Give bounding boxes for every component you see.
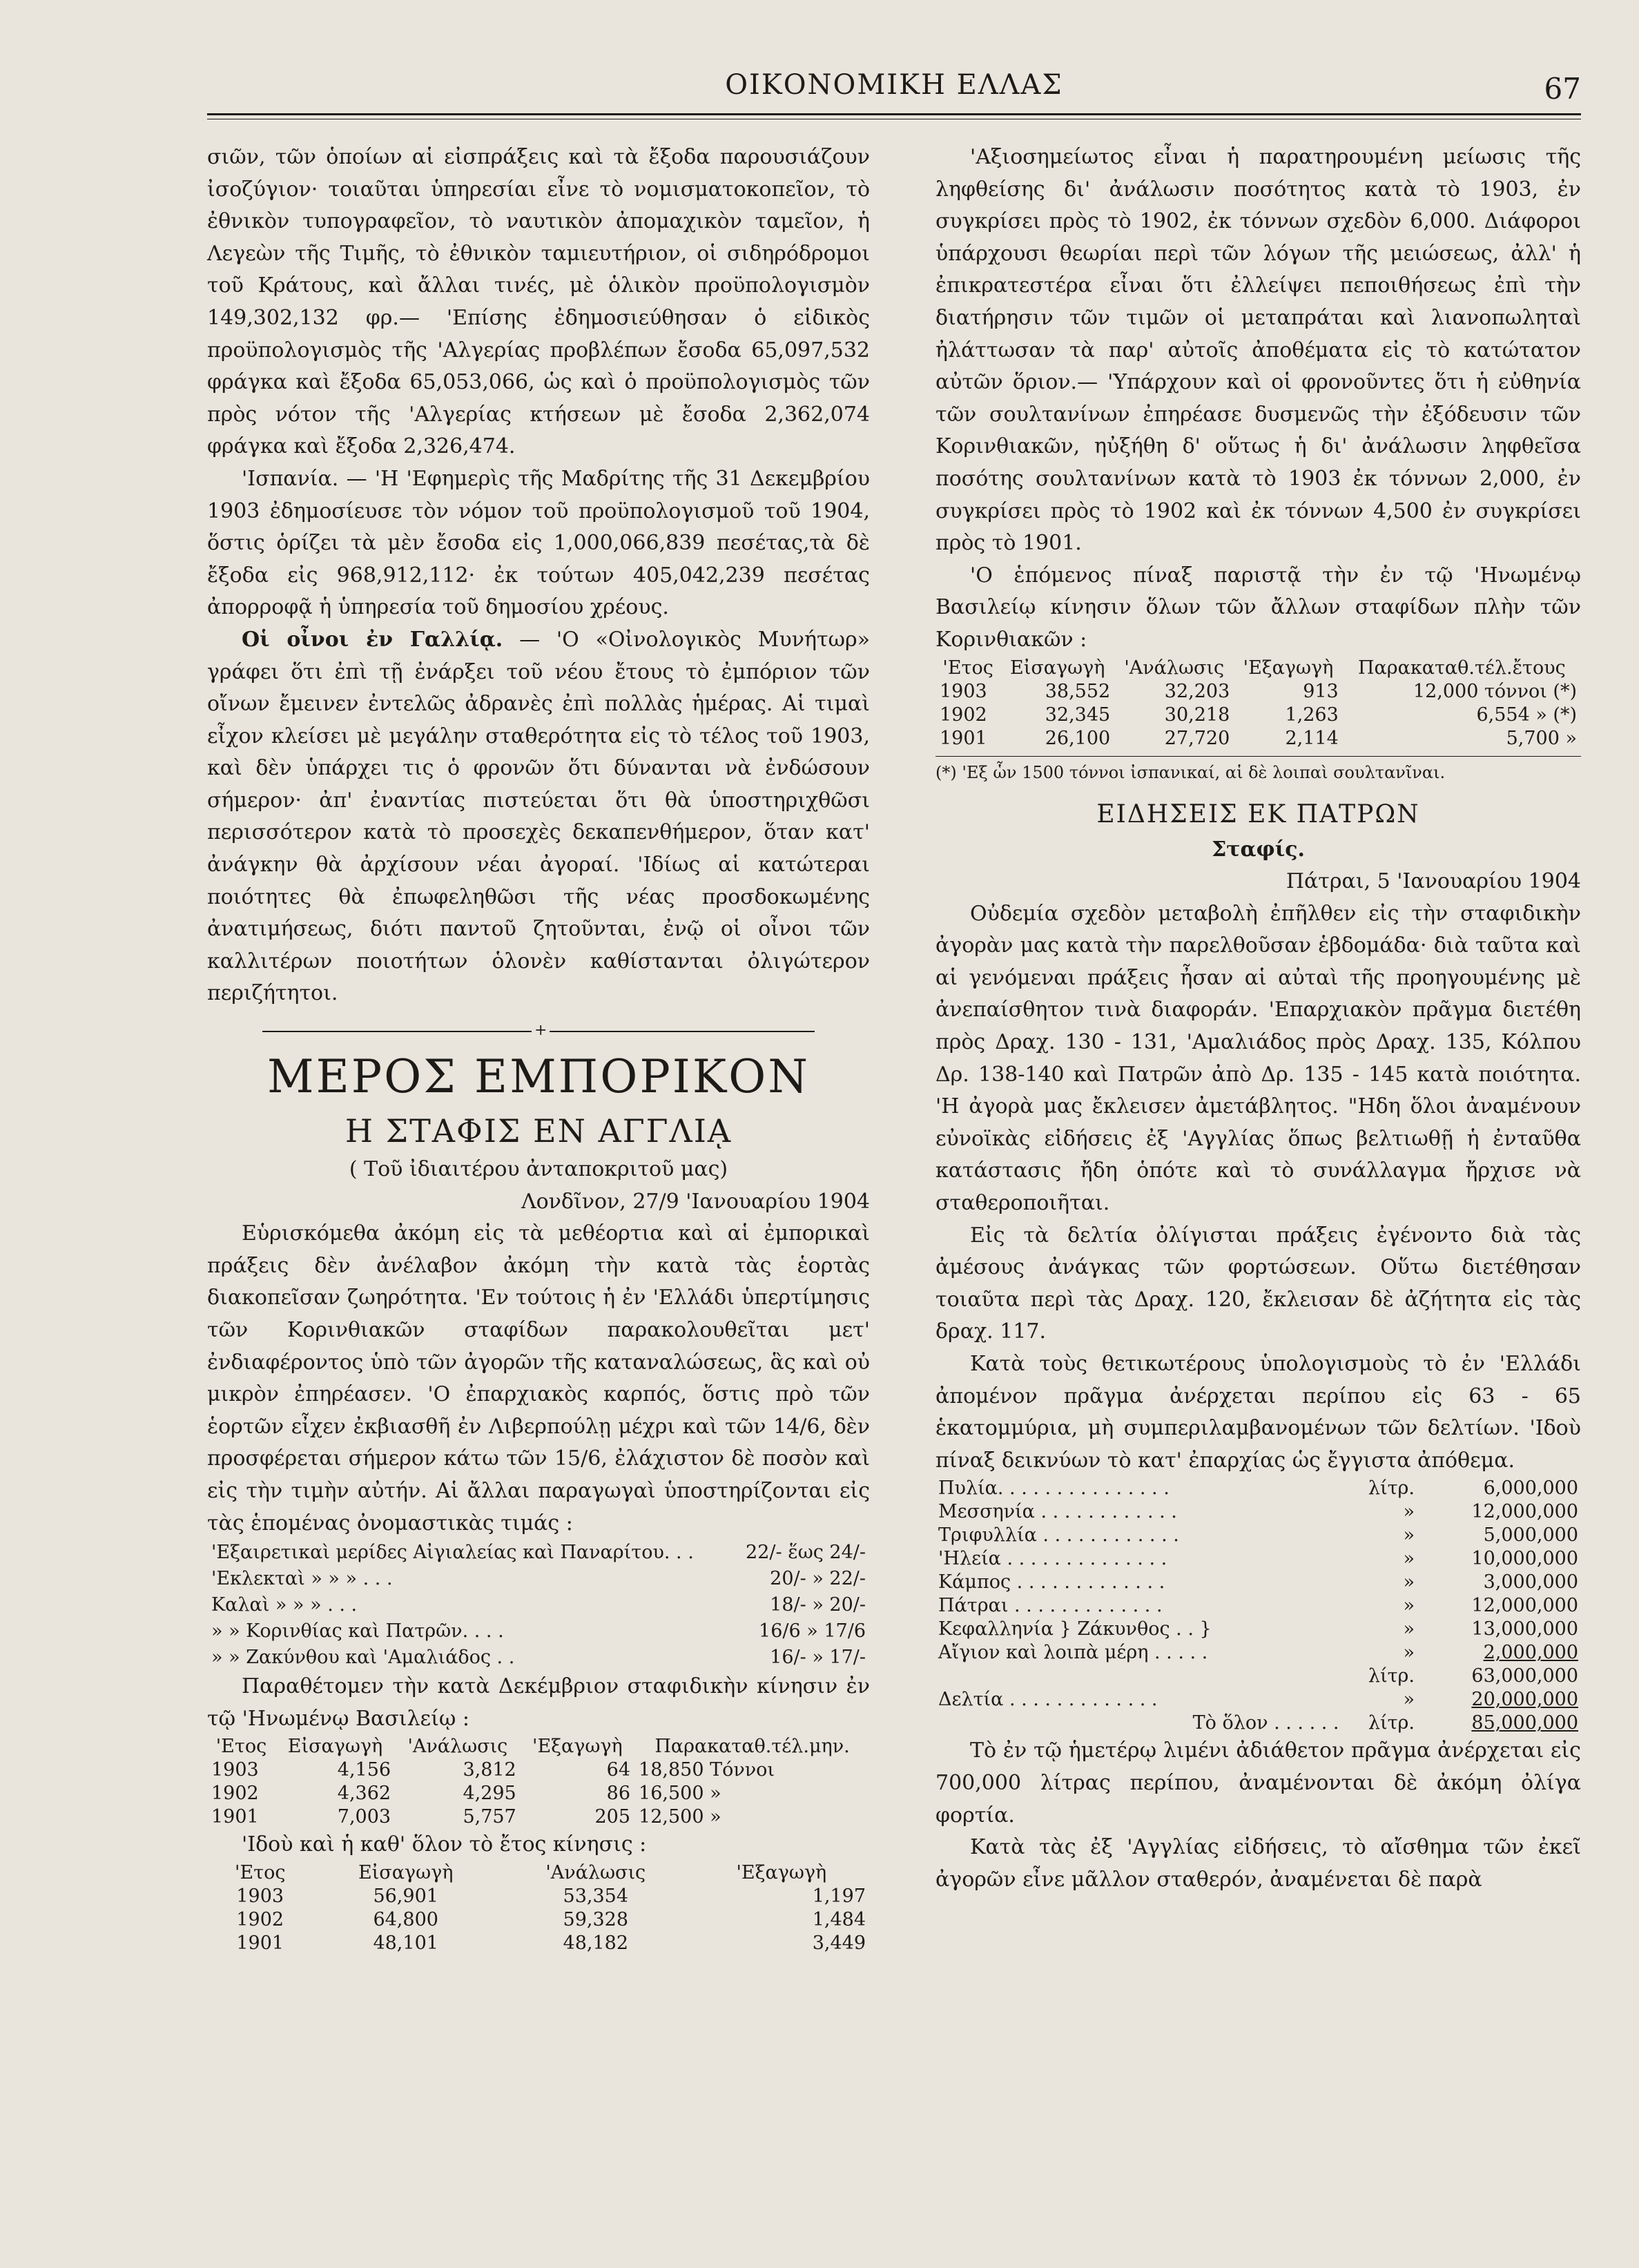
column-header: Παρακαταθ.τέλ.ἔτους [1357,657,1566,679]
table-cell: 48,101 [373,1932,438,1954]
column-header: 'Εξαγωγὴ [532,1736,623,1758]
amount: 10,000,000 [1471,1548,1578,1570]
region-name: Κάμπος . . . . . . . . . . . . . [938,1571,1165,1593]
table-cell: 16,500 » [639,1783,721,1805]
table-row [935,1641,1581,1665]
paragraph-text: — 'Ο «Οἰνολογικὸς Μυνήτωρ» γράφει ὅτι ἐπὶ τῇ ἐνάρξει τοῦ νέου ἔτους τὸ ἐμπόριον τῶν οἴνων ἔμεινεν ἐντελῶς ἀδρανὲς ἐπὶ πολλὰς ἡμέρας. Αἱ τιμαὶ εἶχον κλείσει μὲ μεγάλην σταθερότητα εἰς τὸ τέλος τοῦ 1903, καὶ δὲν ὑπάρχει τις ὁ φρονῶν ὅτι δύνανται νὰ ἐνδώσουν σήμερον· ἀπ' ἐναντίας πιστεύεται ὅτι θὰ ὑποστηριχθῶσι περισσότερον κατὰ τὸ προσεχὲς δεκαπενθήμερον, ὅταν κατ' ἀνάγκην θὰ ἀρχίσουν νέαι ἀγοραί. 'Ιδίως αἱ κατώτεραι ποιότητες θὰ ἐπωφεληθῶσι τῆς νέας προσδοκωμένης ἀνατιμήσεως, διότι παντοῦ ζητοῦνται, ἐνῷ οἱ οἶνοι τῶν καλλιτέρων ποιοτήτων ὁλονὲν καθίστανται ὀλιγώτερον περιζήτητοι. [207,627,871,1006]
page-number: 67 [1544,72,1581,106]
column-header: 'Εξαγωγὴ [1243,657,1334,679]
table-row [207,1592,870,1618]
table-row [935,1524,1581,1547]
table-cell: 1902 [236,1908,284,1930]
column-header: Εἰσαγωγὴ [1010,657,1105,679]
region-name: Αἴγιον καὶ λοιπὰ μέρη . . . . . [938,1642,1208,1664]
rate-label: 'Εξαιρετικαὶ μερίδες Αἰγιαλείας καὶ Παναρίτου. . . [211,1542,694,1564]
paragraph [207,624,870,1010]
section-separator [262,1022,815,1040]
region-name: Δελτία . . . . . . . . . . . . . [938,1689,1158,1711]
table-row [207,1932,870,1955]
table-cell: 1903 [211,1759,259,1781]
table-row [207,1566,870,1592]
table-cell: 5,757 [463,1806,516,1828]
paragraph: 'Ιδοὺ καὶ ἡ καθ' ὅλον τὸ ἔτος κίνησις : [242,1832,647,1857]
table-cell: 38,552 [1045,680,1111,702]
amount: 5,000,000 [1483,1524,1578,1547]
table-cell: 1903 [236,1885,284,1907]
paragraph: 'Αξιοσημείωτος εἶναι ἡ παρατηρουμένη μείωσις τῆς ληφθείσης δι' ἀνάλωσιν ποσότητος κατὰ τὸ 1903, ἐν συγκρίσει πρὸς τὸ 1902, ἐκ τόννων σχεδὸν 6,000. Διάφοροι ὑπάρχουσι θεωρίαι περὶ τῶν λόγων τῆς μειώσεως, ἀλλ' ἡ ἐπικρατεστέρα εἶναι ὅτι ἐλλείψει πεποιθήσεως ἐπὶ τὴν διατήρησιν τῶν τιμῶν οἱ μεταπράται καὶ λιανοπωληταὶ ἠλάττωσαν τὰ παρ' αὐτοῖς ἀποθέματα εἰς τὸ κατώτατον αὐτῶν ὅριον.— 'Υπάρχουν καὶ οἱ φρονοῦντες ὅτι ἡ εὐθηνία τῶν σουλτανίνων ἐπηρέασε δυσμενῶς τὴν ἐξόδευσιν τῶν Κορινθιακῶν, ηὐξήθη δ' οὕτως ἡ δι' ἀνάλωσιν ληφθεῖσα ποσότης σουλτανίνων κατὰ τὸ 1903 ἐκ τόννων 2,000, ἐν συγκρίσει πρὸς τὸ 1902 καὶ ἐκ τόννων 4,500 ἐν συγκρίσει πρὸς τὸ 1901. [935,145,1581,556]
table-cell: 4,362 [337,1783,391,1805]
region-name: Μεσσηνία . . . . . . . . . . . . [938,1501,1177,1523]
subtotal-row [935,1665,1581,1688]
paragraph: σιῶν, τῶν ὁποίων αἱ εἰσπράξεις καὶ τὰ ἔξοδα παρουσιάζουν ἰσοζύγιον· τοιαῦται ὑπηρεσίαι εἶνε τὸ νομισματοκοπεῖον, τὸ ἐθνικὸν τυπογραφεῖον, τὸ ναυτικὸν ἀπομαχικὸν ταμεῖον, ἡ Λεγεὼν τῆς Τιμῆς, τὸ ἐθνικὸν ταμιευτήριον, οἱ σιδηρόδρομοι τοῦ Κράτους, καὶ ἄλλαι τινές, μὲ ὁλικὸν προϋπολογισμὸν 149,302,132 φρ.— 'Επίσης ἐδημοσιεύθησαν ὁ εἰδικὸς προϋπολογισμὸς τῆς 'Αλγερίας προβλέπων ἔσοδα 65,097,532 φράγκα καὶ ἔξοδα 65,053,066, ὡς καὶ ὁ προϋπολογισμὸς τῶν πρὸς νότον τῆς 'Αλγερίας κτήσεων μὲ ἔσοδα 2,362,074 φράγκα καὶ ἔξοδα 2,326,474. [207,145,870,459]
amount: 2,000,000 [1483,1642,1578,1664]
table-cell: 53,354 [563,1885,629,1907]
table-cell: 1903 [940,680,987,702]
unit: » [1403,1571,1415,1593]
article-title: Η ΣΤΑΦΙΣ ΕΝ ΑΓΓΛΙᾼ [345,1112,733,1150]
unit: » [1403,1689,1415,1711]
section-title: ΜΕΡΟΣ ΕΜΠΟΡΙΚΟΝ [267,1050,810,1104]
table-cell: 3,449 [812,1932,866,1954]
table-cell: 48,182 [563,1932,629,1954]
table-cell: 205 [594,1806,631,1828]
paragraph: 'Ισπανία. — 'Η 'Εφημερὶς τῆς Μαδρίτης τῆς 31 Δεκεμβρίου 1903 ἐδημοσίευσε τὸν νόμον τοῦ προϋπολογισμοῦ τοῦ 1904, ὅστις ὁρίζει τὰ μὲν ἔσοδα εἰς 1,000,066,839 πεσέτας,τὰ δὲ ἔξοδα εἰς 968,912,112· ἐκ τούτων 405,042,239 πεσέτας ἀπορροφᾷ ἡ ὑπηρεσία τοῦ δημοσίου χρέους. [207,466,870,620]
column-header: 'Ετος [215,1736,267,1758]
running-title: ΟΙΚΟΝΟΜΙΚΗ ΕΛΛΑΣ [725,69,1063,101]
column-header: 'Ανάλωσις [407,1736,508,1758]
table-cell: 12,000 τόννοι (*) [1413,680,1577,702]
table-cell: 1902 [211,1783,259,1805]
unit: λίτρ. [1368,1665,1415,1687]
column-header: 'Ετος [235,1861,286,1883]
column-header: 'Ετος [942,657,993,679]
region-name: Πυλία. . . . . . . . . . . . . . . [938,1477,1170,1500]
table-cell: 1901 [940,727,987,749]
unit: λίτρ. [1368,1477,1415,1500]
table-header-row [207,1861,870,1885]
table-cell: 4,295 [463,1783,516,1805]
table-row [207,1908,870,1932]
amount: 3,000,000 [1483,1571,1578,1593]
amount: 12,000,000 [1471,1501,1578,1523]
table-cell: 1902 [940,704,987,726]
column-header: 'Εξαγωγὴ [736,1861,827,1883]
paragraph-heading: Οἱ οἶνοι ἐν Γαλλίᾳ. [242,627,503,652]
total-row [935,1712,1581,1735]
paragraph: Εἰς τὰ δελτία ὀλίγισται πράξεις ἐγένοντο διὰ τὰς ἀμέσους ἀνάγκας τῶν φορτώσεων. Οὕτω διετέθησαν τοιαῦτα περὶ τὰς Δραχ. 120, ἔκλεισαν δὲ ἀζήτητα εἰς τὰς δραχ. 117. [935,1223,1581,1344]
table-header-row [935,657,1581,680]
unit: » [1403,1595,1415,1617]
dateline: Λονδῖνον, 27/9 'Ιανουαρίου 1904 [521,1189,870,1214]
table-cell: 30,218 [1164,704,1230,726]
unit: » [1403,1524,1415,1547]
rate-price: 22/- ἕως 24/- [746,1542,866,1564]
table-cell: 4,156 [337,1759,391,1781]
page-header [207,69,1581,110]
region-name: Πάτραι . . . . . . . . . . . . . [938,1595,1163,1617]
header-rule-thick [207,113,1581,115]
paragraph: Τὸ ἐν τῷ ἡμετέρῳ λιμένι ἀδιάθετον πρᾶγμα ἀνέρχεται εἰς 700,000 λίτρας περίπου, ἀναμένονται δὲ ἀκόμη ὀλίγα φορτία. [935,1738,1581,1828]
table-cell: 32,203 [1164,680,1230,702]
paragraph: Κατὰ τὰς ἐξ 'Αγγλίας εἰδήσεις, τὸ αἴσθημα τῶν ἐκεῖ ἀγορῶν εἶνε μᾶλλον σταθερόν, ἀναμένεται δὲ παρὰ [935,1835,1581,1892]
unit: » [1403,1618,1415,1640]
paragraph: 'Ο ἑπόμενος πίναξ παριστᾷ τὴν ἐν τῷ 'Ηνωμένῳ Βασιλείῳ κίνησιν ὅλων τῶν ἄλλων σταφίδων πλὴν τῶν Κορινθιακῶν : [935,563,1581,652]
table-row [935,680,1581,704]
news-dateline: Πάτραι, 5 'Ιανουαρίου 1904 [1286,869,1581,894]
rate-price: 18/- » 20/- [770,1594,866,1616]
table-row [935,704,1581,727]
region-name: Τὸ ὅλον . . . . . . [1192,1712,1339,1734]
table-row [207,1782,870,1805]
column-header: 'Ανάλωσις [545,1861,646,1883]
region-name: Τριφυλλία . . . . . . . . . . . . [938,1524,1179,1547]
table-cell: 18,850 Τόννοι [639,1759,775,1781]
table-cell: 12,500 » [639,1806,721,1828]
table-cell: 913 [1303,680,1339,702]
table-cell: 56,901 [373,1885,438,1907]
table-cell: 32,345 [1045,704,1111,726]
table-row [207,1645,870,1671]
table-cell: 5,700 » [1506,727,1577,749]
amount: 6,000,000 [1483,1477,1578,1500]
table-cell: 7,003 [337,1806,391,1828]
table-cell: 27,720 [1164,727,1230,749]
table-row [935,1594,1581,1618]
table-row [935,1477,1581,1500]
amount: 85,000,000 [1471,1712,1578,1734]
unit: » [1403,1642,1415,1664]
table-cell: 64,800 [373,1908,438,1930]
table-header-row [207,1735,870,1758]
table-cell: 6,554 » (*) [1476,704,1577,726]
table-row [935,1500,1581,1524]
region-name: 'Ηλεία . . . . . . . . . . . . . . [938,1548,1167,1570]
rate-price: 20/- » 22/- [770,1568,866,1590]
table-cell: 26,100 [1045,727,1111,749]
other-raisins-table [935,657,1581,750]
rate-label: 'Εκλεκταὶ » » » . . . [211,1568,393,1590]
footnote: (*) 'Εξ ὧν 1500 τόννοι ἰσπανικαί, αἱ δὲ λοιπαὶ σουλτανῖναι. [935,756,1581,784]
table-cell: 1,197 [812,1885,866,1907]
rate-price: 16/- » 17/- [770,1647,866,1669]
table-row [207,1885,870,1908]
left-column [207,142,870,1955]
table-cell: 2,114 [1285,727,1339,749]
rate-label: » » Κορινθίας καὶ Πατρῶν. . . . [211,1620,504,1642]
table-cell: 1901 [211,1806,259,1828]
table-row [935,1571,1581,1594]
table-cell: 3,812 [463,1759,516,1781]
news-title: ΕΙΔΗΣΕΙΣ ΕΚ ΠΑΤΡΩΝ [1096,799,1420,828]
rate-price: 16/6 » 17/6 [759,1620,866,1642]
price-list [207,1540,870,1671]
table-row [207,1805,870,1829]
right-column [935,142,1581,1896]
unit: » [1403,1501,1415,1523]
december-movement-table [207,1735,870,1829]
table-row [935,1547,1581,1571]
table-cell: 86 [606,1783,631,1805]
table-row [207,1758,870,1782]
column-header: 'Ανάλωσις [1124,657,1225,679]
table-row [935,1688,1581,1712]
amount: 13,000,000 [1471,1618,1578,1640]
news-subtitle: Σταφίς. [1212,837,1305,862]
table-cell: 59,328 [563,1908,629,1930]
table-row [207,1618,870,1645]
rate-label: » » Ζακύνθου καὶ 'Αμαλιάδος . . [211,1647,515,1669]
yearly-movement-table [207,1861,870,1955]
table-row [935,727,1581,750]
table-row [935,1618,1581,1641]
amount: 20,000,000 [1471,1689,1578,1711]
amount: 12,000,000 [1471,1595,1578,1617]
stock-by-province-table [935,1477,1581,1735]
table-cell: 1,263 [1285,704,1339,726]
paragraph: Οὐδεμία σχεδὸν μεταβολὴ ἐπῆλθεν εἰς τὴν σταφιδικὴν ἀγορὰν μας κατὰ τὴν παρελθοῦσαν ἑβδομάδα· διὰ ταῦτα καὶ αἱ γενόμεναι πράξεις ἦσαν αἱ αὐταὶ τῆς προηγουμένης μὲ ἀνεπαίσθητον τινὰ διαφοράν. 'Επαρχιακὸν πρᾶγμα διετέθη πρὸς Δραχ. 130 - 131, 'Αμαλιάδος πρὸς Δραχ. 135, Κόλπου Δρ. 138-140 καὶ Πατρῶν ἀπὸ Δρ. 135 - 145 κατὰ ποιότητα. 'Η ἀγορὰ μας ἔκλεισεν ἀμετάβλητος. "Ηδη ὅλοι ἀναμένουν εὐνοϊκὰς εἰδήσεις ἐξ 'Αγγλίας ὅπως βελτιωθῇ ἡ ἐνταῦθα κατάστασις ἤδη ὁπότε καὶ τὸ συνάλλαγμα ἤρχισε νὰ σταθεροποιῆται. [935,901,1581,1216]
paragraph: Παραθέτομεν τὴν κατὰ Δεκέμβριον σταφιδικὴν κίνησιν ἐν τῷ 'Ηνωμένῳ Βασιλείῳ : [207,1674,870,1731]
paragraph: Εὑρισκόμεθα ἀκόμη εἰς τὰ μεθέορτια καὶ αἱ ἐμπορικαὶ πράξεις δὲν ἀνέλαβον ἀκόμη τὴν κατὰ τὰς ἑορτὰς διακοπεῖσαν ζωηρότητα. 'Εν τούτοις ἡ ἐν 'Ελλάδι ὑπερτίμησις τῶν Κορινθιακῶν σταφίδων παρακολουθεῖται μετ' ἐνδιαφέροντος ὑπὸ τῶν ἀγορῶν τῆς καταναλώσεως, ἃς καὶ οὐ μικρὸν ἐπηρέασεν. 'Ο ἐπαρχιακὸς καρπός, ὅστις πρὸ τῶν ἑορτῶν εἶχεν ἐκβιασθῆ ἐν Λιβερπούλῃ μέχρι καὶ τῶν 14/6, δὲν προσφέρεται σήμερον κάτω τῶν 15/6, ἐλάχιστον δὲ ποσὸν καὶ εἰς τὴν τιμὴν αὐτήν. Αἱ ἄλλαι παραγωγαὶ ὑποστηρίζονται εἰς τὰς ἑπομένας ὀνομαστικὰς τιμάς : [207,1221,870,1535]
table-cell: 64 [606,1759,631,1781]
table-row [207,1540,870,1566]
unit: λίτρ. [1368,1712,1415,1734]
unit: » [1403,1548,1415,1570]
paragraph: Κατὰ τοὺς θετικωτέρους ὑπολογισμοὺς τὸ ἐν 'Ελλάδι ἀπομένον πρᾶγμα ἀνέρχεται περίπου εἰς 63 - 65 ἑκατομμύρια, μὴ συμπεριλαμβανομένων τῶν δελτίων. 'Ιδοὺ πίναξ δεικνύων τὸ κατ' ἐπαρχίας ὡς ἔγγιστα ἀπόθεμα. [935,1352,1581,1473]
table-cell: 1901 [236,1932,284,1954]
byline: ( Τοῦ ἰδιαιτέρου ἀνταποκριτοῦ μας) [349,1157,728,1182]
column-header: Εἰσαγωγὴ [358,1861,454,1883]
column-header: Παρακαταθ.τέλ.μην. [654,1736,850,1758]
column-header: Εἰσαγωγὴ [287,1736,383,1758]
table-cell: 1,484 [812,1908,866,1930]
region-name: Κεφαλληνία } Ζάκυνθος . . } [938,1618,1212,1640]
separator-ornament: + [532,1022,550,1039]
rate-label: Καλαὶ » » » . . . [211,1594,358,1616]
amount: 63,000,000 [1471,1665,1578,1687]
